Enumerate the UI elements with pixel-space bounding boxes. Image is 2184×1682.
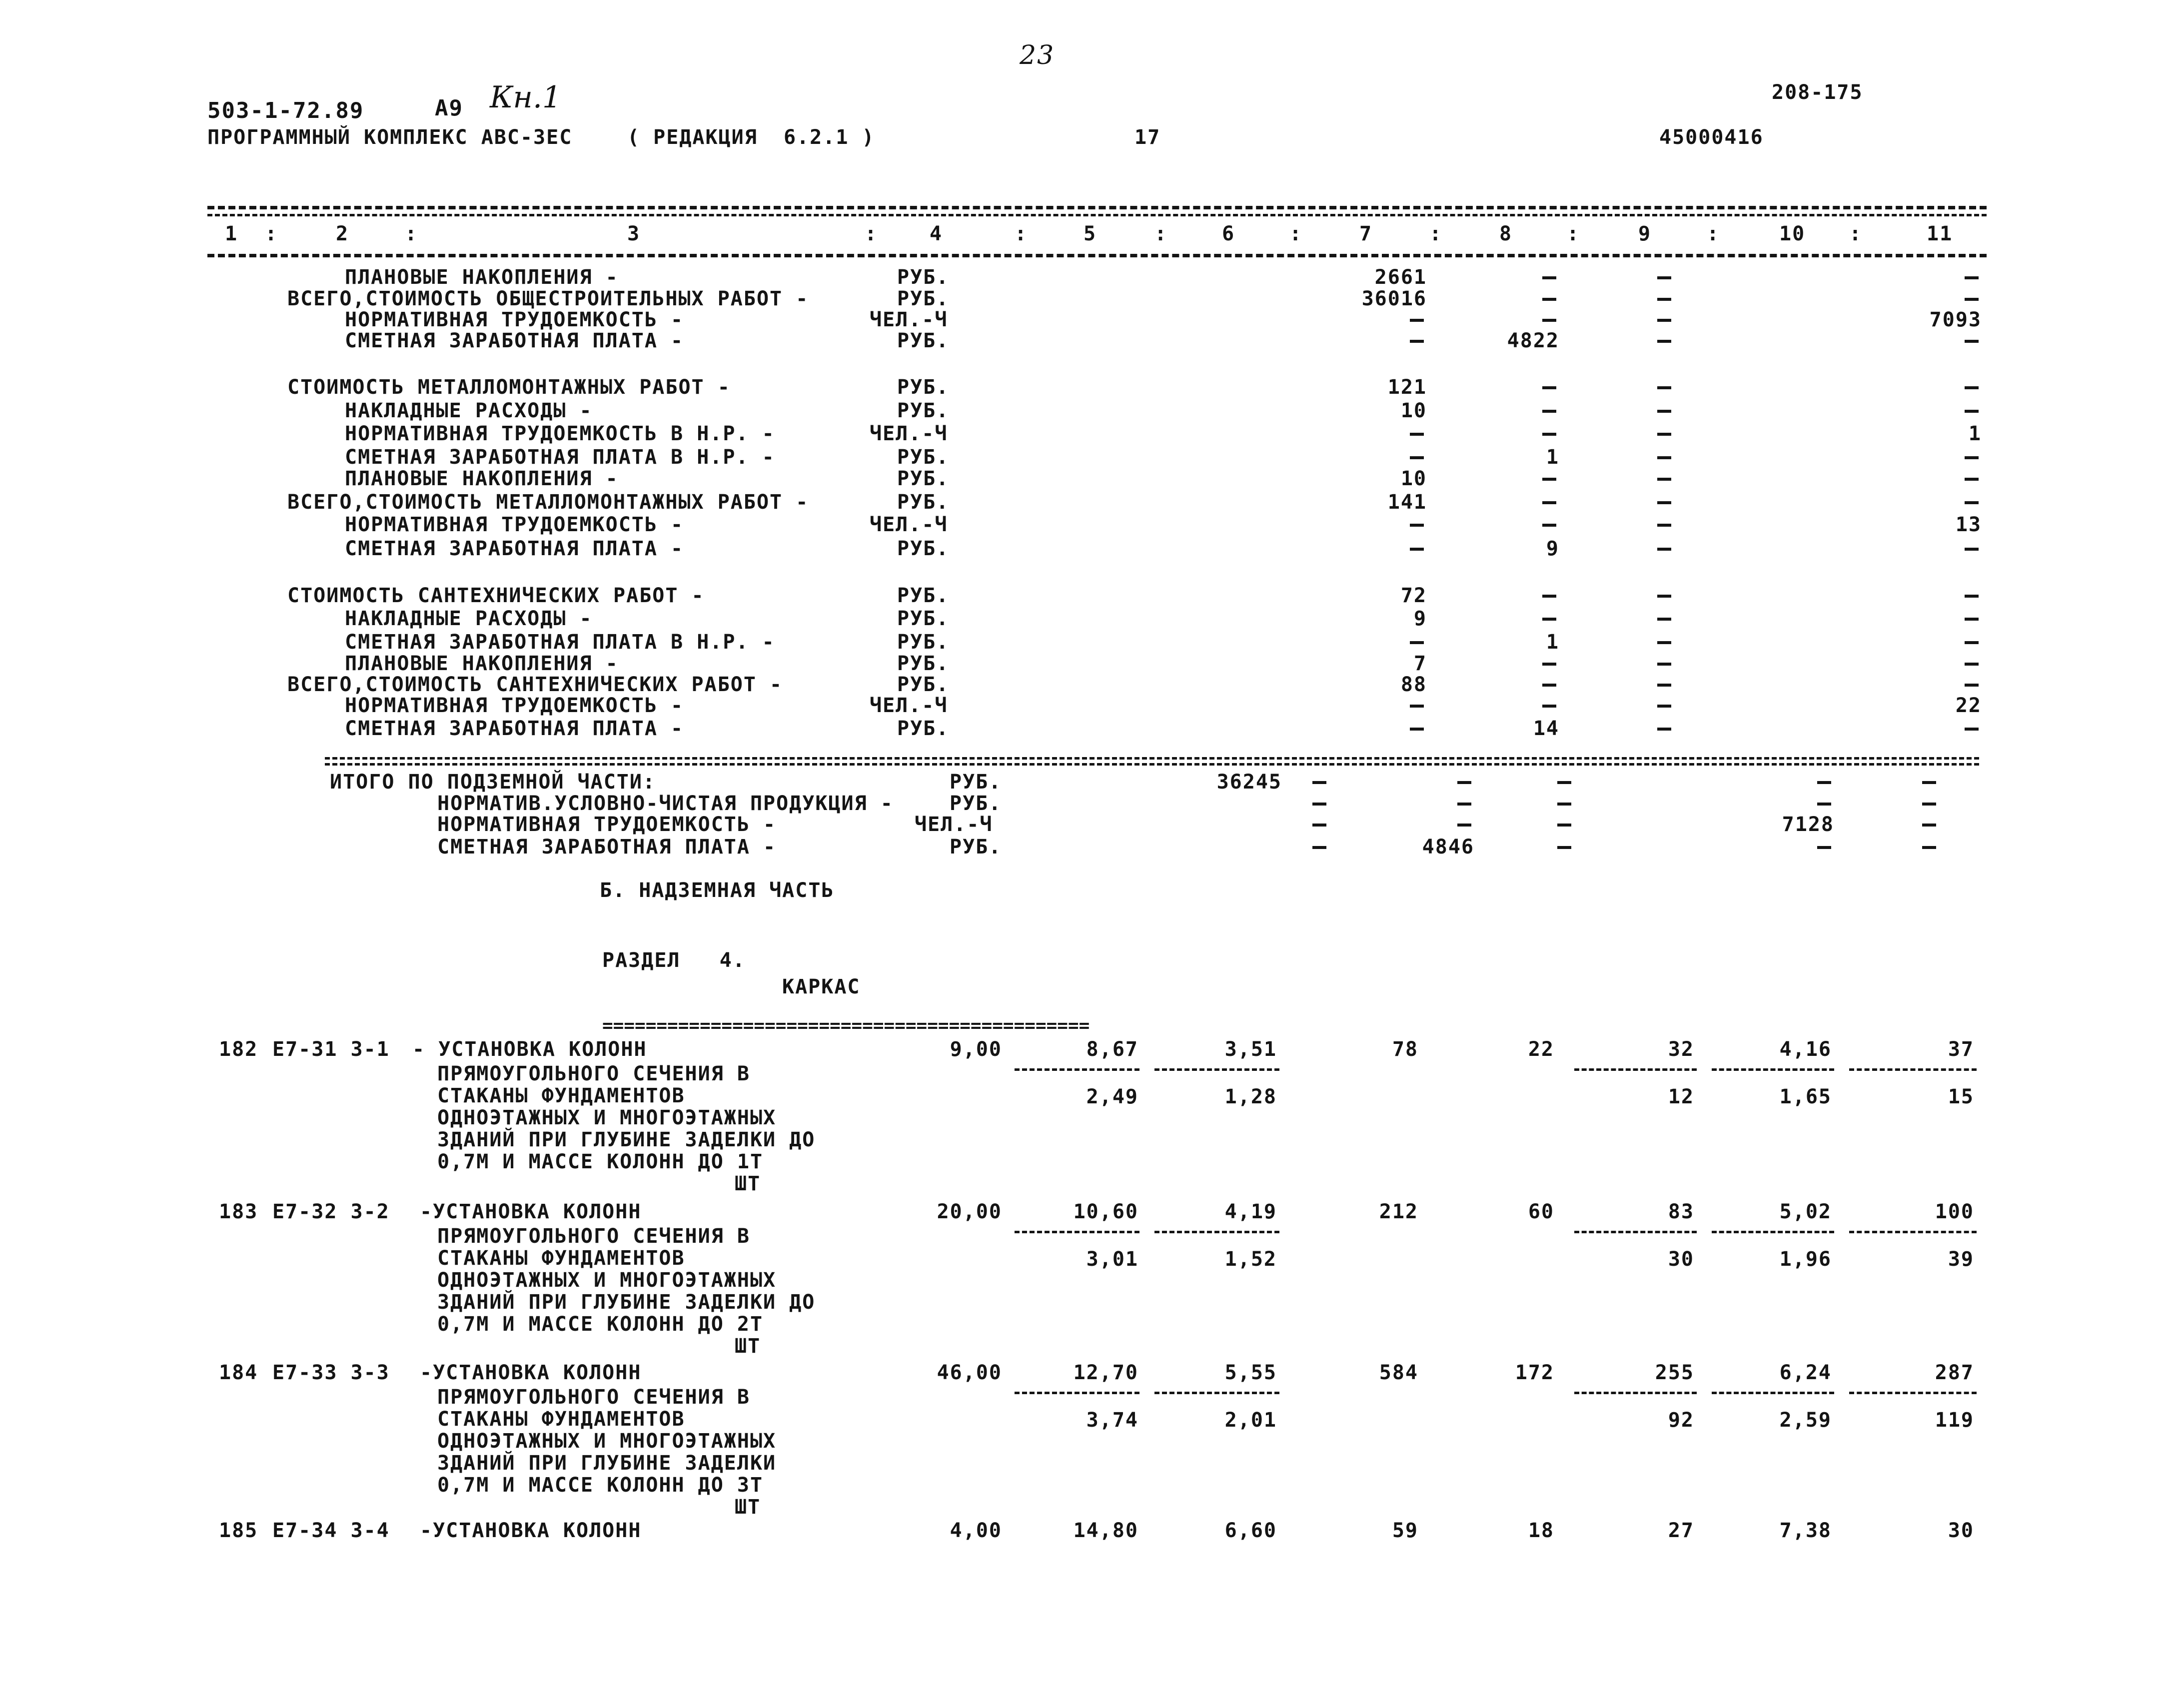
item-col6: 3,51 [1224,1038,1277,1061]
totals-col8: 4846 [1422,836,1474,858]
item-description: -УСТАНОВКА КОЛОНН [420,1519,642,1542]
summary-unit: РУБ. [897,287,950,310]
empty-value-dash [1657,524,1671,527]
subtotal-underline [1849,1231,1977,1233]
summary-label: ПЛАНОВЫЕ НАКОПЛЕНИЯ - [345,467,619,490]
totals-unit: ЧЕЛ.-Ч [915,813,993,836]
summary-label: ВСЕГО,СТОИМОСТЬ ОБЩЕСТРОИТЕЛЬНЫХ РАБОТ - [287,287,809,310]
item-col8: 18 [1528,1519,1554,1542]
empty-value-dash [1410,548,1424,551]
summary-label: СМЕТНАЯ ЗАРАБОТНАЯ ПЛАТА В Н.Р. - [345,631,775,654]
empty-value-dash [1410,433,1424,436]
summary-label: НОРМАТИВНАЯ ТРУДОЕМКОСТЬ - [345,694,684,717]
summary-unit: ЧЕЛ.-Ч [870,513,948,536]
item-description: -УСТАНОВКА КОЛОНН [420,1361,642,1384]
item-col7: 584 [1379,1361,1418,1384]
item-col6-labor: 1,52 [1224,1248,1277,1271]
summary-col7: 72 [1400,584,1427,607]
summary-unit: ЧЕЛ.-Ч [870,422,948,445]
empty-value-dash [1965,501,1979,504]
empty-value-dash [1657,705,1671,708]
summary-col7: 10 [1400,399,1427,422]
summary-unit: РУБ. [897,631,950,654]
part-title: Б. НАДЗЕМНАЯ ЧАСТЬ [600,879,835,902]
column-number: 9 [1638,222,1652,245]
column-separator: : [405,222,418,245]
item-number: 183 [219,1200,258,1223]
totals-unit: РУБ. [950,771,1002,794]
empty-value-dash [1965,456,1979,459]
summary-unit: РУБ. [897,491,950,514]
summary-label: НОРМАТИВНАЯ ТРУДОЕМКОСТЬ - [345,308,684,331]
column-separator: : [265,222,278,245]
summary-unit: РУБ. [897,399,950,422]
section-rule: ============================================= [602,1015,1090,1036]
sheet-number: 17 [1134,126,1161,149]
item-code: Е7-32 3-2 [272,1200,390,1223]
empty-value-dash [1965,386,1979,389]
empty-value-dash [1817,846,1831,849]
column-number: 8 [1499,222,1513,245]
summary-col7: 10 [1400,467,1427,490]
item-description: ЗДАНИЙ ПРИ ГЛУБИНЕ ЗАДЕЛКИ [437,1452,777,1475]
item-col5: 10,60 [1073,1200,1138,1223]
item-col5-labor: 3,01 [1086,1248,1138,1271]
column-separator: : [1154,222,1168,245]
column-separator: : [1567,222,1580,245]
header-top-rule [207,206,1987,209]
summary-unit: РУБ. [897,584,950,607]
item-col9: 32 [1668,1038,1694,1061]
subtotal-underline [1015,1231,1139,1233]
item-description: ЗДАНИЙ ПРИ ГЛУБИНЕ ЗАДЕЛКИ ДО [437,1128,816,1151]
item-col7: 212 [1379,1200,1418,1223]
subtotal-underline [1015,1392,1139,1394]
empty-value-dash [1542,410,1556,413]
empty-value-dash [1657,684,1671,687]
empty-value-dash [1657,386,1671,389]
item-col5: 8,67 [1086,1038,1138,1061]
totals-label: ИТОГО ПО ПОДЗЕМНОЙ ЧАСТИ: [330,771,656,794]
empty-value-dash [1410,319,1424,322]
item-col9-labor: 12 [1668,1085,1694,1108]
item-description: -УСТАНОВКА КОЛОНН [420,1200,642,1223]
empty-value-dash [1657,548,1671,551]
totals-rule [325,757,1979,760]
empty-value-dash [1557,781,1571,784]
subtotal-underline [1849,1068,1977,1071]
empty-value-dash [1965,595,1979,598]
empty-value-dash [1312,781,1326,784]
empty-value-dash [1965,663,1979,666]
item-col10: 7,38 [1779,1519,1832,1542]
item-col11: 287 [1935,1361,1974,1384]
album-code: А9 [435,95,463,121]
summary-unit: РУБ. [897,266,950,289]
empty-value-dash [1922,803,1936,806]
empty-value-dash [1657,728,1671,731]
summary-col11: 22 [1955,694,1982,717]
empty-value-dash [1965,276,1979,279]
item-col9: 27 [1668,1519,1694,1542]
item-col10: 4,16 [1779,1038,1832,1061]
column-separator: : [1015,222,1028,245]
right-code: 208-175 [1772,81,1863,104]
column-number: 2 [336,222,349,245]
item-col7: 59 [1392,1519,1418,1542]
empty-value-dash [1542,386,1556,389]
section-name: КАРКАС [782,975,861,998]
empty-value-dash [1657,501,1671,504]
empty-value-dash [1965,340,1979,343]
empty-value-dash [1965,728,1979,731]
subtotal-underline [1015,1068,1139,1071]
item-col10: 6,24 [1779,1361,1832,1384]
summary-label: ВСЕГО,СТОИМОСТЬ САНТЕХНИЧЕСКИХ РАБОТ - [287,673,783,696]
page-number: 23 [1020,40,1055,70]
item-quantity: 46,00 [937,1361,1002,1384]
item-col6-labor: 1,28 [1224,1085,1277,1108]
column-number: 4 [930,222,943,245]
summary-label: НАКЛАДНЫЕ РАСХОДЫ - [345,607,593,630]
item-col9-labor: 92 [1668,1409,1694,1432]
empty-value-dash [1542,501,1556,504]
header-bottom-rule [207,254,1987,257]
empty-value-dash [1410,340,1424,343]
header-top-rule-2 [207,214,1987,216]
empty-value-dash [1542,595,1556,598]
empty-value-dash [1922,824,1936,827]
empty-value-dash [1657,319,1671,322]
item-col10: 5,02 [1779,1200,1832,1223]
item-description: 0,7М И МАССЕ КОЛОНН ДО 2Т [437,1313,764,1336]
empty-value-dash [1657,340,1671,343]
summary-unit: РУБ. [897,652,950,675]
item-unit: ШТ [735,1172,761,1195]
summary-col7: 7 [1413,652,1427,675]
empty-value-dash [1965,684,1979,687]
item-col8: 172 [1515,1361,1554,1384]
summary-col7: 36016 [1361,287,1427,310]
item-col6-labor: 2,01 [1224,1409,1277,1432]
summary-col8: 9 [1546,537,1559,560]
totals-rule-2 [325,763,1979,766]
subtotal-underline [1154,1231,1279,1233]
empty-value-dash [1657,478,1671,481]
item-description: ПРЯМОУГОЛЬНОГО СЕЧЕНИЯ В [437,1062,750,1085]
empty-value-dash [1657,276,1671,279]
empty-value-dash [1542,663,1556,666]
summary-unit: РУБ. [897,329,950,352]
item-quantity: 9,00 [950,1038,1002,1061]
summary-col11: 7093 [1929,308,1982,331]
item-quantity: 20,00 [937,1200,1002,1223]
item-col5-labor: 2,49 [1086,1085,1138,1108]
column-number: 11 [1927,222,1953,245]
item-col11-labor: 39 [1948,1248,1974,1271]
subtotal-underline [1574,1392,1697,1394]
empty-value-dash [1557,824,1571,827]
empty-value-dash [1542,478,1556,481]
item-col11-labor: 119 [1935,1409,1974,1432]
item-col11: 37 [1948,1038,1974,1061]
item-unit: ШТ [735,1335,761,1358]
summary-col11: 1 [1968,422,1982,445]
item-col7: 78 [1392,1038,1418,1061]
summary-label: НАКЛАДНЫЕ РАСХОДЫ - [345,399,593,422]
item-description: СТАКАНЫ ФУНДАМЕНТОВ [437,1408,685,1431]
summary-col7: 9 [1413,607,1427,630]
summary-col8: 4822 [1507,329,1559,352]
item-description: 0,7М И МАССЕ КОЛОНН ДО 1Т [437,1150,764,1173]
summary-unit: РУБ. [897,607,950,630]
item-col6: 4,19 [1224,1200,1277,1223]
item-description: ЗДАНИЙ ПРИ ГЛУБИНЕ ЗАДЕЛКИ ДО [437,1291,816,1314]
empty-value-dash [1657,595,1671,598]
empty-value-dash [1922,781,1936,784]
subtotal-underline [1849,1392,1977,1394]
item-col11: 100 [1935,1200,1974,1223]
item-col10-labor: 1,65 [1779,1085,1832,1108]
empty-value-dash [1965,548,1979,551]
column-separator: : [865,222,878,245]
summary-unit: РУБ. [897,467,950,490]
empty-value-dash [1410,705,1424,708]
column-separator: : [1429,222,1443,245]
column-number: 5 [1084,222,1097,245]
summary-col8: 1 [1546,631,1559,654]
summary-label: ВСЕГО,СТОИМОСТЬ МЕТАЛЛОМОНТАЖНЫХ РАБОТ - [287,491,809,514]
summary-col8: 1 [1546,446,1559,469]
empty-value-dash [1312,803,1326,806]
empty-value-dash [1542,298,1556,301]
summary-unit: ЧЕЛ.-Ч [870,308,948,331]
summary-label: СМЕТНАЯ ЗАРАБОТНАЯ ПЛАТА - [345,537,684,560]
empty-value-dash [1817,781,1831,784]
empty-value-dash [1542,276,1556,279]
empty-value-dash [1542,684,1556,687]
item-description: ПРЯМОУГОЛЬНОГО СЕЧЕНИЯ В [437,1386,750,1409]
empty-value-dash [1965,410,1979,413]
column-number: 6 [1222,222,1235,245]
summary-unit: РУБ. [897,446,950,469]
item-description: ОДНОЭТАЖНЫХ И МНОГОЭТАЖНЫХ [437,1430,777,1453]
item-col8: 60 [1528,1200,1554,1223]
summary-col8: 14 [1533,717,1559,740]
subtotal-underline [1712,1068,1834,1071]
column-separator: : [1289,222,1303,245]
empty-value-dash [1410,524,1424,527]
summary-col7: 2661 [1374,266,1427,289]
empty-value-dash [1965,618,1979,621]
program-edition: ( РЕДАКЦИЯ 6.2.1 ) [627,126,875,149]
summary-unit: РУБ. [897,376,950,399]
subtotal-underline [1712,1392,1834,1394]
empty-value-dash [1657,618,1671,621]
empty-value-dash [1457,781,1471,784]
totals-unit: РУБ. [950,792,1002,815]
item-col9: 255 [1655,1361,1694,1384]
summary-label: СТОИМОСТЬ МЕТАЛЛОМОНТАЖНЫХ РАБОТ - [287,376,731,399]
empty-value-dash [1657,663,1671,666]
totals-label: СМЕТНАЯ ЗАРАБОТНАЯ ПЛАТА - [437,836,777,858]
empty-value-dash [1657,456,1671,459]
item-description: СТАКАНЫ ФУНДАМЕНТОВ [437,1084,685,1107]
item-description: ПРЯМОУГОЛЬНОГО СЕЧЕНИЯ В [437,1225,750,1248]
empty-value-dash [1657,433,1671,436]
item-col6: 5,55 [1224,1361,1277,1384]
summary-unit: ЧЕЛ.-Ч [870,694,948,717]
item-col5: 14,80 [1073,1519,1138,1542]
item-col9: 83 [1668,1200,1694,1223]
item-col8: 22 [1528,1038,1554,1061]
document-id: 45000416 [1659,126,1764,149]
column-separator: : [1849,222,1863,245]
column-number: 1 [225,222,238,245]
program-name: ПРОГРАММНЫЙ КОМПЛЕКС АВС-3ЕС [207,126,573,149]
subtotal-underline [1574,1231,1697,1233]
item-col11: 30 [1948,1519,1974,1542]
empty-value-dash [1542,618,1556,621]
summary-col7: 121 [1387,376,1427,399]
handwritten-book-note: Кн.1 [490,80,562,115]
summary-unit: РУБ. [897,717,950,740]
empty-value-dash [1557,846,1571,849]
subtotal-underline [1712,1231,1834,1233]
item-code: Е7-33 3-3 [272,1361,390,1384]
empty-value-dash [1410,728,1424,731]
item-col10-labor: 2,59 [1779,1409,1832,1432]
summary-label: СМЕТНАЯ ЗАРАБОТНАЯ ПЛАТА В Н.Р. - [345,446,775,469]
item-quantity: 4,00 [950,1519,1002,1542]
column-number: 10 [1779,222,1806,245]
razdel-title: РАЗДЕЛ 4. [602,949,746,972]
totals-col6: 36245 [1216,771,1282,794]
subtotal-underline [1574,1068,1697,1071]
summary-label: СМЕТНАЯ ЗАРАБОТНАЯ ПЛАТА - [345,329,684,352]
empty-value-dash [1817,803,1831,806]
empty-value-dash [1922,846,1936,849]
item-col5-labor: 3,74 [1086,1409,1138,1432]
summary-col7: 88 [1400,673,1427,696]
empty-value-dash [1457,803,1471,806]
item-code: Е7-31 3-1 [272,1038,390,1061]
totals-label: НОРМАТИВ.УСЛОВНО-ЧИСТАЯ ПРОДУКЦИЯ - [437,792,894,815]
item-unit: ШТ [735,1496,761,1519]
item-number: 184 [219,1361,258,1384]
empty-value-dash [1312,846,1326,849]
item-number: 182 [219,1038,258,1061]
empty-value-dash [1657,298,1671,301]
summary-label: НОРМАТИВНАЯ ТРУДОЕМКОСТЬ - [345,513,684,536]
empty-value-dash [1657,410,1671,413]
summary-label: ПЛАНОВЫЕ НАКОПЛЕНИЯ - [345,266,619,289]
subtotal-underline [1154,1392,1279,1394]
summary-label: СТОИМОСТЬ САНТЕХНИЧЕСКИХ РАБОТ - [287,584,705,607]
empty-value-dash [1965,298,1979,301]
doc-code: 503-1-72.89 [207,98,364,123]
empty-value-dash [1542,705,1556,708]
empty-value-dash [1542,524,1556,527]
item-description: СТАКАНЫ ФУНДАМЕНТОВ [437,1247,685,1270]
column-separator: : [1707,222,1720,245]
item-col5: 12,70 [1073,1361,1138,1384]
empty-value-dash [1410,456,1424,459]
empty-value-dash [1965,478,1979,481]
item-col6: 6,60 [1224,1519,1277,1542]
subtotal-underline [1154,1068,1279,1071]
totals-label: НОРМАТИВНАЯ ТРУДОЕМКОСТЬ - [437,813,777,836]
empty-value-dash [1542,433,1556,436]
item-description: 0,7М И МАССЕ КОЛОНН ДО 3Т [437,1474,764,1497]
item-description: ОДНОЭТАЖНЫХ И МНОГОЭТАЖНЫХ [437,1269,777,1292]
summary-unit: РУБ. [897,673,950,696]
empty-value-dash [1542,319,1556,322]
empty-value-dash [1312,824,1326,827]
item-col9-labor: 30 [1668,1248,1694,1271]
empty-value-dash [1657,641,1671,644]
summary-unit: РУБ. [897,537,950,560]
item-col11-labor: 15 [1948,1085,1974,1108]
summary-label: НОРМАТИВНАЯ ТРУДОЕМКОСТЬ В Н.Р. - [345,422,775,445]
item-code: Е7-34 3-4 [272,1519,390,1542]
empty-value-dash [1557,803,1571,806]
totals-col10: 7128 [1782,813,1834,836]
column-number: 3 [627,222,641,245]
item-description: ОДНОЭТАЖНЫХ И МНОГОЭТАЖНЫХ [437,1106,777,1129]
empty-value-dash [1965,641,1979,644]
summary-label: ПЛАНОВЫЕ НАКОПЛЕНИЯ - [345,652,619,675]
totals-unit: РУБ. [950,836,1002,858]
item-col10-labor: 1,96 [1779,1248,1832,1271]
summary-col7: 141 [1387,491,1427,514]
summary-col11: 13 [1955,513,1982,536]
column-number: 7 [1359,222,1373,245]
empty-value-dash [1410,641,1424,644]
summary-label: СМЕТНАЯ ЗАРАБОТНАЯ ПЛАТА - [345,717,684,740]
item-number: 185 [219,1519,258,1542]
item-description: - УСТАНОВКА КОЛОНН [412,1038,647,1061]
empty-value-dash [1457,824,1471,827]
